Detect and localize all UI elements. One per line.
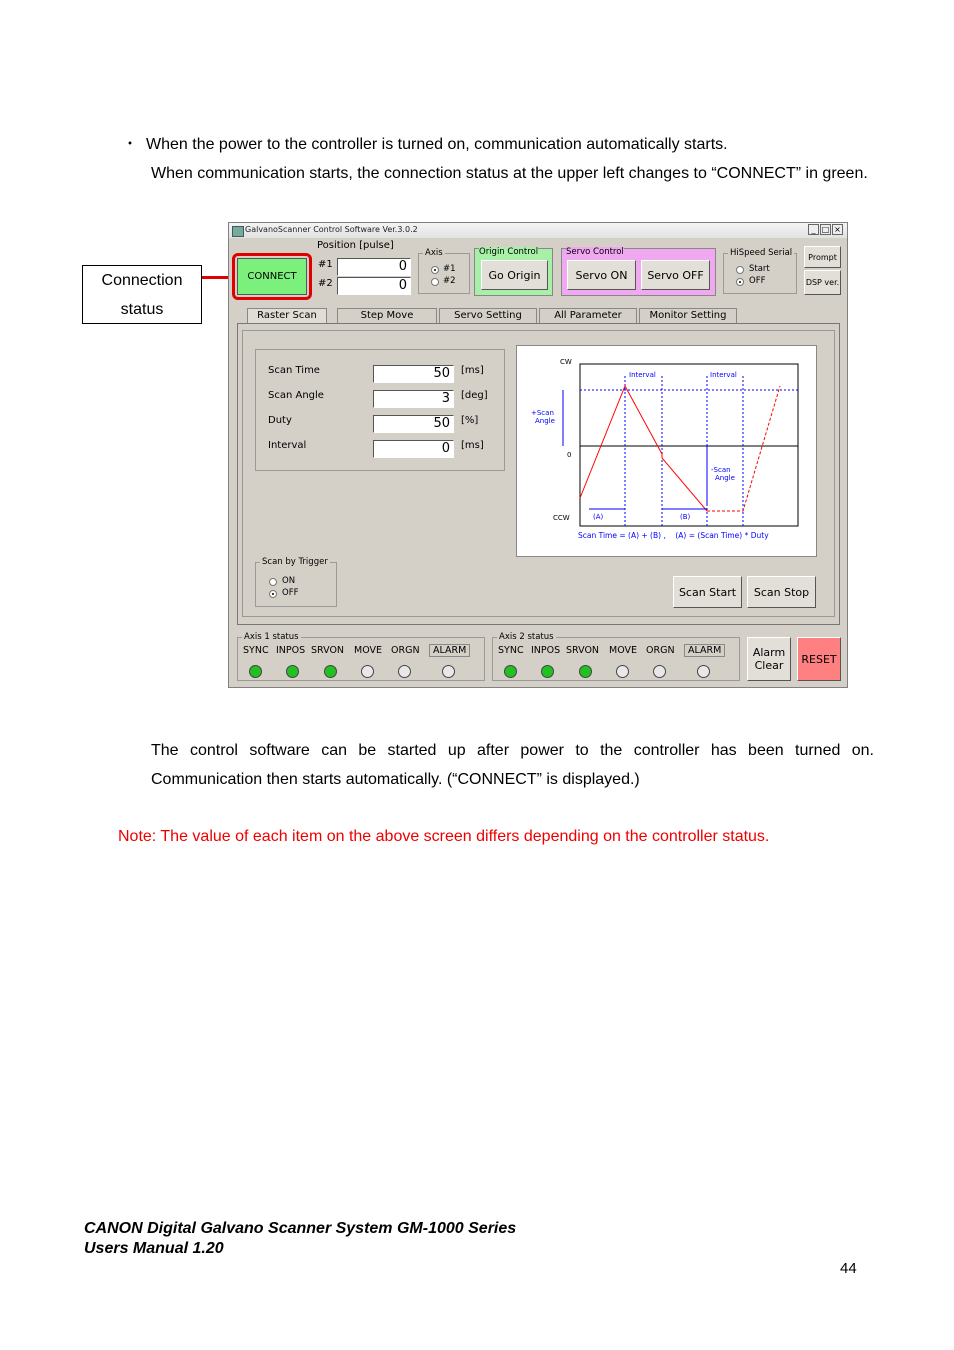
b-label: (B) [680, 513, 691, 521]
axis2-status-label-srvon: SRVON [566, 645, 600, 656]
servo-off-button[interactable]: Servo OFF [641, 260, 710, 290]
plus-angle-label: Angle [535, 417, 555, 425]
param-label: Scan Time [268, 365, 320, 376]
zero-label: 0 [567, 451, 572, 459]
param-unit: [ms] [461, 440, 484, 451]
raster-scan-panel [237, 323, 840, 625]
trigger-on-radio[interactable] [269, 578, 277, 586]
axis2-label: #2 [443, 276, 456, 286]
axis2-srvon-led-icon [579, 665, 592, 678]
minimize-icon[interactable]: _ [808, 224, 819, 235]
origin-control-title: Origin Control [479, 247, 539, 257]
axis-title: Axis [425, 248, 443, 258]
connect-status-indicator [237, 258, 307, 295]
axis1-status-label-srvon: SRVON [311, 645, 345, 656]
position-title: Position [pulse] [317, 240, 394, 251]
axis2-status-label-alarm[interactable]: ALARM [684, 644, 725, 657]
body-paragraph: The control software can be started up after power to the controller has been turned on. Communication then starts automatically. (“CONNECT” is displayed.) [151, 742, 874, 788]
tab-raster-scan[interactable]: Raster Scan [247, 308, 327, 323]
page-number: 44 [840, 1260, 857, 1277]
servo-control-title: Servo Control [566, 247, 624, 257]
trigger-off-label: OFF [282, 588, 299, 598]
callout-label: Connection status [101, 271, 183, 318]
axis2-inpos-led-icon [541, 665, 554, 678]
hs-start-radio[interactable] [736, 266, 744, 274]
interval1-label: Interval [629, 371, 656, 379]
tab-servo-setting[interactable]: Servo Setting [439, 308, 537, 323]
axis1-sync-led-icon [249, 665, 262, 678]
bullet: ・ [122, 136, 139, 153]
scan-time-input[interactable]: 50 [373, 365, 454, 383]
axis-group [418, 248, 470, 294]
hs-off-radio[interactable] [736, 278, 744, 286]
axis1-orgn-led-icon [398, 665, 411, 678]
intro-line-2: When communication starts, the connection status at the upper left changes to “CONNECT” in green. [151, 165, 868, 182]
hispeed-serial-group [723, 248, 797, 294]
plus-scan-label: +Scan [531, 409, 554, 417]
footer-title: CANON Digital Galvano Scanner System GM-1000 Series [84, 1220, 517, 1237]
connect-label: CONNECT [247, 271, 297, 282]
axis1-status-label-inpos: INPOS [276, 645, 306, 656]
title-bar [229, 223, 847, 238]
pos2-value: 0 [337, 277, 411, 295]
axis2-move-led-icon [616, 665, 629, 678]
close-icon[interactable]: × [832, 224, 843, 235]
dsp-ver-label: DSP ver. [805, 278, 840, 287]
axis2-sync-led-icon [504, 665, 517, 678]
footer-manual: Users Manual 1.20 [84, 1240, 224, 1257]
pos1-label: #1 [318, 259, 333, 270]
scan-waveform [517, 346, 816, 556]
cw-label: CW [560, 358, 572, 366]
duty-input[interactable]: 50 [373, 415, 454, 433]
tab-step-move[interactable]: Step Move [337, 308, 437, 323]
scan-by-trigger-group [255, 557, 337, 607]
alarm-clear-label: Alarm Clear [752, 646, 786, 672]
minus-scan-label: -Scan [711, 466, 731, 474]
axis2-status-label-orgn: ORGN [646, 645, 675, 656]
trigger-title: Scan by Trigger [262, 557, 328, 567]
scan-parameters-group [255, 349, 505, 471]
tab-all-parameter[interactable]: All Parameter [539, 308, 637, 323]
app-icon [232, 226, 244, 237]
intro-line-1: When the power to the controller is turned on, communication automatically starts. [146, 136, 728, 153]
axis2-status-label-move: MOVE [609, 645, 638, 656]
hs-start-label: Start [749, 264, 770, 274]
axis1-srvon-led-icon [324, 665, 337, 678]
hispeed-title: HiSpeed Serial [730, 248, 793, 258]
axis1-move-led-icon [361, 665, 374, 678]
prompt-button[interactable]: Prompt [804, 246, 841, 268]
dsp-ver-button[interactable] [804, 270, 841, 295]
axis2-status-title: Axis 2 status [499, 632, 554, 642]
pos1-value: 0 [337, 258, 411, 276]
pos2-label: #2 [318, 278, 333, 289]
axis2-alarm-led-icon [697, 665, 710, 678]
axis1-status-label-alarm[interactable]: ALARM [429, 644, 470, 657]
go-origin-button[interactable]: Go Origin [481, 260, 548, 290]
axis1-label: #1 [443, 264, 456, 274]
tab-monitor-setting[interactable]: Monitor Setting [639, 308, 737, 323]
alarm-clear-button[interactable] [747, 637, 791, 681]
reset-button[interactable]: RESET [797, 637, 841, 681]
servo-control-group [561, 248, 716, 296]
axis2-orgn-led-icon [653, 665, 666, 678]
scan-stop-button[interactable]: Scan Stop [747, 576, 816, 608]
interval-input[interactable]: 0 [373, 440, 454, 458]
scan-diagram [516, 345, 817, 557]
param-unit: [%] [461, 415, 479, 426]
maximize-icon[interactable]: □ [821, 225, 830, 234]
axis1-status-title: Axis 1 status [244, 632, 299, 642]
param-label: Scan Angle [268, 390, 324, 401]
formula-label: Scan Time = (A) + (B) , (A) = (Scan Time) * Duty [578, 531, 769, 540]
axis1-radio[interactable] [431, 266, 439, 274]
axis2-status-label-inpos: INPOS [531, 645, 561, 656]
a-label: (A) [593, 513, 604, 521]
origin-control-group [474, 248, 553, 296]
servo-on-button[interactable]: Servo ON [567, 260, 636, 290]
ccw-label: CCW [553, 514, 570, 522]
software-window [228, 222, 848, 688]
scan-angle-input[interactable]: 3 [373, 390, 454, 408]
scan-start-button[interactable]: Scan Start [673, 576, 742, 608]
axis1-alarm-led-icon [442, 665, 455, 678]
connection-status-callout [82, 265, 202, 324]
axis1-inpos-led-icon [286, 665, 299, 678]
param-label: Duty [268, 415, 292, 426]
interval2-label: Interval [710, 371, 737, 379]
axis2-status-label-sync: SYNC [498, 645, 524, 656]
trigger-on-label: ON [282, 576, 296, 586]
hs-off-label: OFF [749, 276, 766, 286]
minus-angle-label: Angle [715, 474, 735, 482]
window-title: GalvanoScanner Control Software Ver.3.0.2 [245, 225, 418, 234]
param-unit: [deg] [461, 390, 488, 401]
axis1-status-label-orgn: ORGN [391, 645, 420, 656]
axis1-status-label-sync: SYNC [243, 645, 269, 656]
note-text: Note: The value of each item on the above screen differs depending on the controller status. [118, 828, 770, 845]
trigger-off-radio[interactable] [269, 590, 277, 598]
param-unit: [ms] [461, 365, 484, 376]
axis1-status-label-move: MOVE [354, 645, 383, 656]
axis2-radio[interactable] [431, 278, 439, 286]
param-label: Interval [268, 440, 307, 451]
